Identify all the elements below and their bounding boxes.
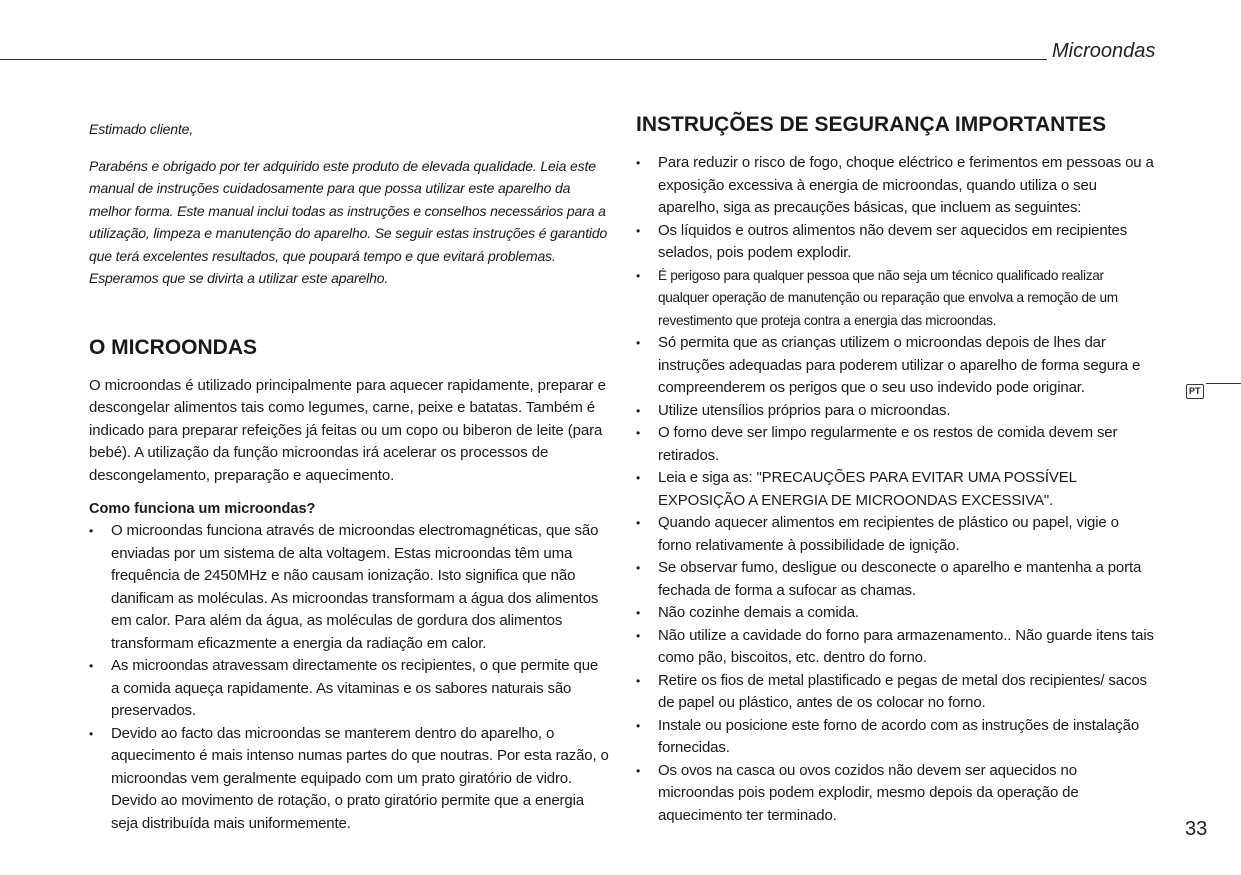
list-item: • Os ovos na casca ou ovos cozidos não devem ser aquecidos no microondas pois podem explodir, mesmo depois da operação de aquecimento ter terminado. xyxy=(636,760,1156,828)
list-item: • Só permita que as crianças utilizem o microondas depois de lhes dar instruções adequadas para poderem utilizar o aparelho de forma segura e compreenderem os perigos que o seu uso indevido pode originar. xyxy=(636,332,1156,400)
how-it-works-heading: Como funciona um microondas? xyxy=(89,501,316,517)
list-item: • Não utilize a cavidade do forno para armazenamento.. Não guarde itens tais como pão, biscoitos, etc. dentro do forno. xyxy=(636,625,1156,670)
list-item: • O microondas funciona através de microondas electromagnéticas, que são enviadas por um sistema de alta voltagem. Estas microondas têm uma frequência de 2450MHz e não causam ionização. Isto significa que não danificam as moléculas. As microondas transformam a água dos alimentos em calor. Para além da água, as moléculas de gordura dos alimentos transformam eficazmente a energia da radiação em calor. xyxy=(89,520,609,655)
greeting: Estimado cliente, xyxy=(89,121,194,137)
list-item: • Devido ao facto das microondas se manterem dentro do aparelho, o aquecimento é mais intenso numas partes do que noutras. Por esta razão, o microondas vem geralmente equipado com um prato giratório de vidro. Devido ao movimento de rotação, o prato giratório permite que a energia seja distribuída mais uniformemente. xyxy=(89,723,609,836)
list-item: • Instale ou posicione este forno de acordo com as instruções de instalação fornecidas. xyxy=(636,715,1156,760)
right-column xyxy=(636,112,1156,827)
page-number: 33 xyxy=(1185,818,1208,840)
list-item: • É perigoso para qualquer pessoa que não seja um técnico qualificado realizar qualquer operação de manutenção ou reparação que envolva a remoção de um revestimento que proteja contra a energia das microondas. xyxy=(636,265,1156,333)
list-item: • Não cozinhe demais a comida. xyxy=(636,602,1156,625)
list-item: • Se observar fumo, desligue ou desconecte o aparelho e mantenha a porta fechada de forma a sufocar as chamas. xyxy=(636,557,1156,602)
header-rule xyxy=(0,59,1047,60)
how-it-works-list xyxy=(89,520,609,835)
list-item: • As microondas atravessam directamente os recipientes, o que permite que a comida aqueça rapidamente. As vitaminas e os sabores naturais são preservados. xyxy=(89,655,609,723)
language-tab-rule xyxy=(1206,383,1241,384)
list-item: • Para reduzir o risco de fogo, choque eléctrico e ferimentos em pessoas ou a exposição excessiva à energia de microondas, quando utiliza o seu aparelho, siga as precauções básicas, que incluem as seguintes: xyxy=(636,152,1156,220)
list-item: • Retire os fios de metal plastificado e pegas de metal dos recipientes/ sacos de papel ou plástico, antes de os colocar no forno. xyxy=(636,670,1156,715)
list-item: • Quando aquecer alimentos em recipientes de plástico ou papel, vigie o forno relativamente à possibilidade de ignição. xyxy=(636,512,1156,557)
safety-instructions-list xyxy=(636,152,1156,827)
list-item: • Os líquidos e outros alimentos não devem ser aquecidos em recipientes selados, pois podem explodir. xyxy=(636,220,1156,265)
safety-section-title: INSTRUÇÕES DE SEGURANÇA IMPORTANTES xyxy=(636,113,1107,136)
left-column xyxy=(89,118,609,835)
intro-paragraph: Parabéns e obrigado por ter adquirido este produto de elevada qualidade. Leia este manual de instruções cuidadosamente para que possa utilizar este aparelho da melhor forma. Este manual inclui todas as instruções e conselhos necessários para a utilização, limpeza e manutenção do aparelho. Se seguir estas instruções é garantido que terá excelentes resultados, que poupará tempo e que evitará problemas. Esperamos que se divirta a utilizar este aparelho. xyxy=(89,157,608,286)
list-item: • Leia e siga as: "PRECAUÇÕES PARA EVITAR UMA POSSÍVEL EXPOSIÇÃO A ENERGIA DE MICROONDAS EXCESSIVA". xyxy=(636,467,1156,512)
microwave-section-body: O microondas é utilizado principalmente para aquecer rapidamente, preparar e descongelar alimentos tais como legumes, carne, peixe e batatas. Também é indicado para preparar refeições já feitas ou um copo ou biberon de leite (para bebé). A utilização da função microondas irá acelerar os processos de descongelamento, preparação e aquecimento. xyxy=(89,376,606,484)
list-item: • Utilize utensílios próprios para o microondas. xyxy=(636,400,1156,423)
header-title: Microondas xyxy=(1052,40,1156,62)
list-item: • O forno deve ser limpo regularmente e os restos de comida devem ser retirados. xyxy=(636,422,1156,467)
microwave-section-title: O MICROONDAS xyxy=(89,335,257,359)
language-tab: PT xyxy=(1186,384,1204,399)
